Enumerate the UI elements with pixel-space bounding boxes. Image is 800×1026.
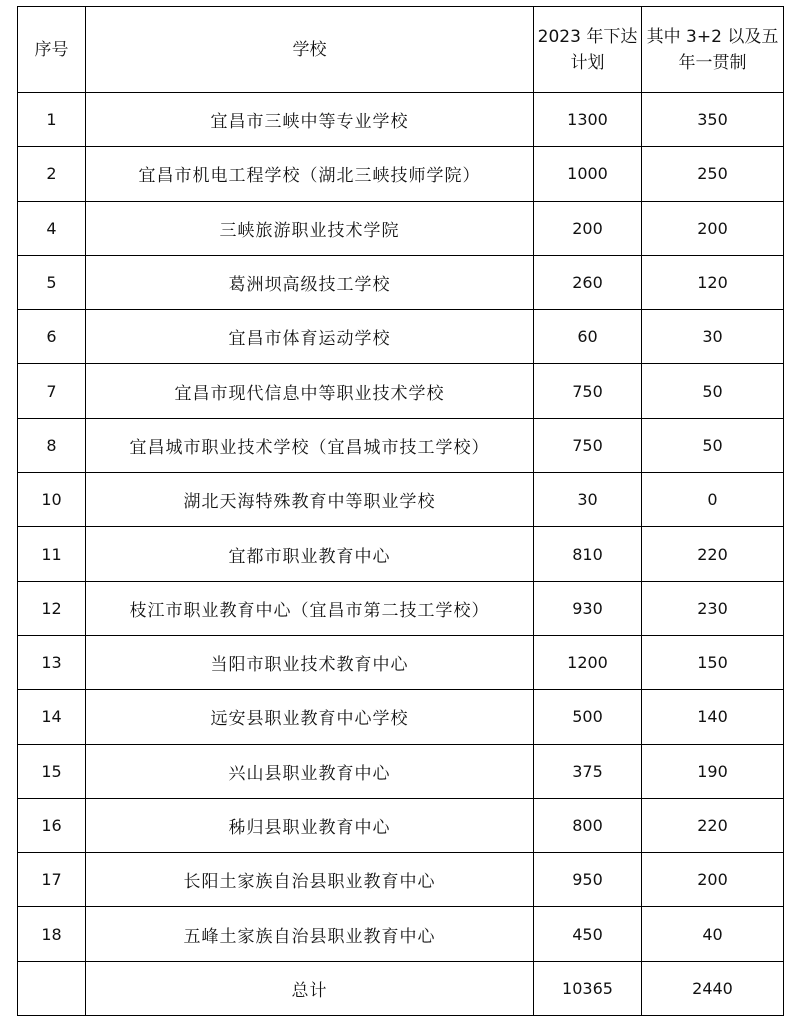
row-index: 4 — [18, 201, 86, 255]
row-sub-plan: 0 — [642, 473, 784, 527]
row-school-name: 葛洲坝高级技工学校 — [86, 255, 534, 309]
row-school-name: 宜昌城市职业技术学校（宜昌城市技工学校） — [86, 418, 534, 472]
table-row — [18, 418, 784, 472]
total-label: 总计 — [86, 961, 534, 1015]
row-sub-plan: 40 — [642, 907, 784, 961]
row-sub-plan: 230 — [642, 581, 784, 635]
table-row — [18, 527, 784, 581]
row-index: 5 — [18, 255, 86, 309]
row-plan: 375 — [534, 744, 642, 798]
total-index — [18, 961, 86, 1015]
row-plan: 1300 — [534, 93, 642, 147]
row-school-name: 宜昌市体育运动学校 — [86, 310, 534, 364]
table-row — [18, 744, 784, 798]
row-plan: 450 — [534, 907, 642, 961]
header-row — [18, 7, 784, 93]
row-plan: 950 — [534, 853, 642, 907]
row-school-name: 三峡旅游职业技术学院 — [86, 201, 534, 255]
row-school-name: 湖北天海特殊教育中等职业学校 — [86, 473, 534, 527]
table-row — [18, 473, 784, 527]
row-school-name: 远安县职业教育中心学校 — [86, 690, 534, 744]
row-index: 12 — [18, 581, 86, 635]
row-plan: 800 — [534, 798, 642, 852]
table-row — [18, 93, 784, 147]
row-sub-plan: 30 — [642, 310, 784, 364]
row-school-name: 宜昌市现代信息中等职业技术学校 — [86, 364, 534, 418]
table-row — [18, 581, 784, 635]
row-index: 6 — [18, 310, 86, 364]
row-sub-plan: 200 — [642, 853, 784, 907]
table-row — [18, 853, 784, 907]
table-row — [18, 201, 784, 255]
row-plan: 60 — [534, 310, 642, 364]
table-row — [18, 310, 784, 364]
header-plan: 2023 年下达计划 — [534, 7, 642, 93]
header-school: 学校 — [86, 7, 534, 93]
row-school-name: 宜昌市机电工程学校（湖北三峡技师学院） — [86, 147, 534, 201]
row-sub-plan: 220 — [642, 798, 784, 852]
total-row — [18, 961, 784, 1015]
row-plan: 30 — [534, 473, 642, 527]
row-school-name: 秭归县职业教育中心 — [86, 798, 534, 852]
table-row — [18, 690, 784, 744]
total-sub-plan: 2440 — [642, 961, 784, 1015]
table-row — [18, 255, 784, 309]
row-school-name: 五峰土家族自治县职业教育中心 — [86, 907, 534, 961]
row-school-name: 枝江市职业教育中心（宜昌市第二技工学校） — [86, 581, 534, 635]
row-plan: 750 — [534, 418, 642, 472]
row-index: 18 — [18, 907, 86, 961]
row-index: 10 — [18, 473, 86, 527]
table-row — [18, 798, 784, 852]
row-index: 14 — [18, 690, 86, 744]
enrollment-plan-table — [17, 6, 784, 1016]
row-index: 7 — [18, 364, 86, 418]
header-sub-plan: 其中 3+2 以及五年一贯制 — [642, 7, 784, 93]
row-index: 2 — [18, 147, 86, 201]
row-school-name: 宜都市职业教育中心 — [86, 527, 534, 581]
row-plan: 1000 — [534, 147, 642, 201]
row-sub-plan: 220 — [642, 527, 784, 581]
row-index: 15 — [18, 744, 86, 798]
row-sub-plan: 190 — [642, 744, 784, 798]
row-index: 16 — [18, 798, 86, 852]
row-index: 17 — [18, 853, 86, 907]
row-plan: 930 — [534, 581, 642, 635]
row-school-name: 长阳土家族自治县职业教育中心 — [86, 853, 534, 907]
row-plan: 810 — [534, 527, 642, 581]
row-sub-plan: 350 — [642, 93, 784, 147]
row-plan: 1200 — [534, 635, 642, 689]
table-row — [18, 635, 784, 689]
total-plan: 10365 — [534, 961, 642, 1015]
row-plan: 200 — [534, 201, 642, 255]
row-sub-plan: 120 — [642, 255, 784, 309]
row-plan: 500 — [534, 690, 642, 744]
row-sub-plan: 50 — [642, 418, 784, 472]
row-index: 1 — [18, 93, 86, 147]
row-index: 8 — [18, 418, 86, 472]
header-index: 序号 — [18, 7, 86, 93]
row-index: 11 — [18, 527, 86, 581]
table-row — [18, 364, 784, 418]
row-sub-plan: 50 — [642, 364, 784, 418]
row-plan: 750 — [534, 364, 642, 418]
table-row — [18, 147, 784, 201]
table-row — [18, 907, 784, 961]
row-plan: 260 — [534, 255, 642, 309]
row-index: 13 — [18, 635, 86, 689]
row-school-name: 宜昌市三峡中等专业学校 — [86, 93, 534, 147]
row-school-name: 兴山县职业教育中心 — [86, 744, 534, 798]
row-sub-plan: 250 — [642, 147, 784, 201]
row-sub-plan: 140 — [642, 690, 784, 744]
row-sub-plan: 150 — [642, 635, 784, 689]
row-sub-plan: 200 — [642, 201, 784, 255]
row-school-name: 当阳市职业技术教育中心 — [86, 635, 534, 689]
